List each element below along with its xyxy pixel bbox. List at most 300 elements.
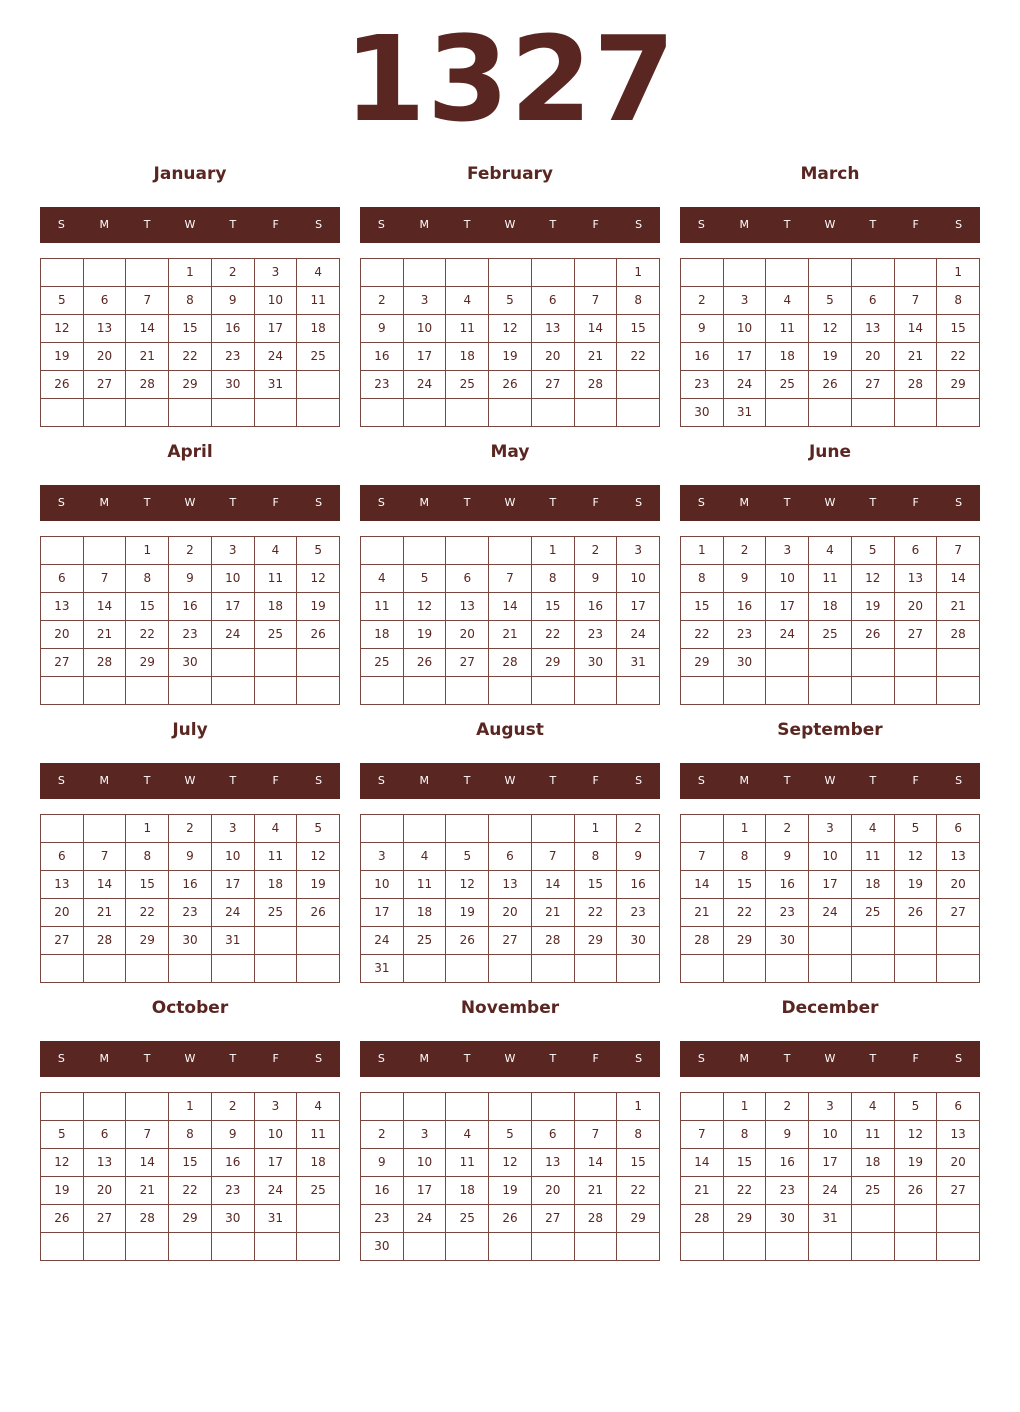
day-cell: 6 xyxy=(895,537,938,565)
empty-day-cell xyxy=(446,955,489,983)
empty-day-cell xyxy=(532,815,575,843)
empty-day-cell xyxy=(766,955,809,983)
day-grid xyxy=(680,536,980,705)
day-cell: 27 xyxy=(84,371,127,399)
day-cell: 6 xyxy=(532,287,575,315)
weekday-label: F xyxy=(272,218,279,231)
empty-day-cell xyxy=(361,677,404,705)
empty-day-cell xyxy=(724,677,767,705)
empty-day-cell xyxy=(297,677,340,705)
empty-day-cell xyxy=(937,1233,980,1261)
day-cell: 5 xyxy=(404,565,447,593)
weekday-label: T xyxy=(783,496,791,509)
day-cell: 19 xyxy=(489,343,532,371)
day-cell: 25 xyxy=(852,1177,895,1205)
empty-day-cell xyxy=(41,677,84,705)
empty-day-cell xyxy=(937,649,980,677)
day-cell: 28 xyxy=(84,927,127,955)
day-cell: 3 xyxy=(212,537,255,565)
day-cell: 14 xyxy=(126,315,169,343)
empty-day-cell xyxy=(446,1233,489,1261)
day-cell: 21 xyxy=(126,1177,169,1205)
day-grid xyxy=(360,536,660,705)
weekday-label: M xyxy=(419,774,430,787)
weekday-label: W xyxy=(504,1052,516,1065)
empty-day-cell xyxy=(575,1233,618,1261)
empty-day-cell xyxy=(255,399,298,427)
day-cell: 4 xyxy=(446,287,489,315)
empty-day-cell xyxy=(617,399,660,427)
weekday-header xyxy=(40,207,340,243)
day-cell: 13 xyxy=(41,593,84,621)
empty-day-cell xyxy=(169,399,212,427)
weekday-header xyxy=(680,763,980,799)
weekday-label: T xyxy=(229,218,237,231)
day-cell: 24 xyxy=(361,927,404,955)
day-cell: 27 xyxy=(489,927,532,955)
empty-day-cell xyxy=(404,1093,447,1121)
day-cell: 11 xyxy=(766,315,809,343)
day-cell: 1 xyxy=(937,259,980,287)
empty-day-cell xyxy=(489,1233,532,1261)
day-cell: 17 xyxy=(404,343,447,371)
empty-day-cell xyxy=(255,955,298,983)
weekday-label: W xyxy=(824,774,836,787)
empty-day-cell xyxy=(446,537,489,565)
day-cell: 27 xyxy=(937,1177,980,1205)
day-cell: 14 xyxy=(575,315,618,343)
weekday-label: F xyxy=(912,774,919,787)
empty-day-cell xyxy=(766,399,809,427)
day-cell: 6 xyxy=(41,565,84,593)
empty-day-cell xyxy=(532,259,575,287)
day-cell: 20 xyxy=(852,343,895,371)
weekday-label: M xyxy=(419,1052,430,1065)
day-cell: 13 xyxy=(937,843,980,871)
empty-day-cell xyxy=(937,955,980,983)
day-cell: 13 xyxy=(41,871,84,899)
day-cell: 29 xyxy=(617,1205,660,1233)
empty-day-cell xyxy=(532,677,575,705)
day-cell: 26 xyxy=(297,899,340,927)
month-name: September xyxy=(777,720,883,740)
empty-day-cell xyxy=(212,955,255,983)
weekday-label: T xyxy=(229,774,237,787)
day-grid xyxy=(680,258,980,427)
day-cell: 19 xyxy=(404,621,447,649)
empty-day-cell xyxy=(255,927,298,955)
day-cell: 19 xyxy=(446,899,489,927)
day-cell: 8 xyxy=(169,287,212,315)
day-cell: 21 xyxy=(575,343,618,371)
day-cell: 25 xyxy=(404,927,447,955)
day-cell: 1 xyxy=(126,537,169,565)
empty-day-cell xyxy=(681,677,724,705)
empty-day-cell xyxy=(809,677,852,705)
empty-day-cell xyxy=(575,1093,618,1121)
empty-day-cell xyxy=(852,677,895,705)
month-august xyxy=(360,708,660,986)
day-cell: 16 xyxy=(361,1177,404,1205)
day-cell: 24 xyxy=(724,371,767,399)
day-cell: 31 xyxy=(255,371,298,399)
empty-day-cell xyxy=(361,815,404,843)
day-cell: 2 xyxy=(361,287,404,315)
day-cell: 4 xyxy=(361,565,404,593)
empty-day-cell xyxy=(724,259,767,287)
weekday-label: S xyxy=(955,496,963,509)
empty-day-cell xyxy=(489,399,532,427)
empty-day-cell xyxy=(575,259,618,287)
day-cell: 13 xyxy=(937,1121,980,1149)
day-cell: 7 xyxy=(681,843,724,871)
weekday-label: F xyxy=(272,774,279,787)
day-cell: 25 xyxy=(297,1177,340,1205)
empty-day-cell xyxy=(84,259,127,287)
day-cell: 7 xyxy=(937,537,980,565)
empty-day-cell xyxy=(937,927,980,955)
weekday-label: W xyxy=(504,774,516,787)
empty-day-cell xyxy=(895,927,938,955)
day-cell: 18 xyxy=(255,593,298,621)
day-cell: 15 xyxy=(724,871,767,899)
day-cell: 24 xyxy=(809,1177,852,1205)
day-cell: 12 xyxy=(809,315,852,343)
day-cell: 9 xyxy=(361,315,404,343)
weekday-label: S xyxy=(697,1052,705,1065)
day-cell: 8 xyxy=(617,1121,660,1149)
weekday-header xyxy=(680,1041,980,1077)
day-cell: 28 xyxy=(489,649,532,677)
weekday-label: T xyxy=(463,774,471,787)
empty-day-cell xyxy=(84,1093,127,1121)
empty-day-cell xyxy=(297,1205,340,1233)
empty-day-cell xyxy=(617,955,660,983)
day-cell: 10 xyxy=(724,315,767,343)
weekday-label: T xyxy=(143,218,151,231)
day-cell: 12 xyxy=(852,565,895,593)
day-cell: 31 xyxy=(809,1205,852,1233)
day-cell: 26 xyxy=(895,899,938,927)
day-cell: 5 xyxy=(297,537,340,565)
day-cell: 28 xyxy=(84,649,127,677)
day-cell: 14 xyxy=(681,871,724,899)
day-cell: 14 xyxy=(575,1149,618,1177)
day-cell: 11 xyxy=(852,843,895,871)
day-cell: 15 xyxy=(937,315,980,343)
month-name: July xyxy=(172,720,208,740)
day-cell: 5 xyxy=(41,1121,84,1149)
day-cell: 13 xyxy=(489,871,532,899)
empty-day-cell xyxy=(489,677,532,705)
day-cell: 7 xyxy=(681,1121,724,1149)
day-cell: 10 xyxy=(617,565,660,593)
day-cell: 12 xyxy=(895,1121,938,1149)
weekday-label: M xyxy=(99,774,110,787)
weekday-header xyxy=(360,1041,660,1077)
day-cell: 27 xyxy=(852,371,895,399)
day-cell: 26 xyxy=(852,621,895,649)
empty-day-cell xyxy=(575,955,618,983)
month-april xyxy=(40,430,340,708)
day-cell: 26 xyxy=(446,927,489,955)
weekday-label: S xyxy=(697,218,705,231)
day-cell: 20 xyxy=(446,621,489,649)
day-grid xyxy=(40,814,340,983)
weekday-label: T xyxy=(229,496,237,509)
weekday-label: S xyxy=(635,496,643,509)
day-cell: 15 xyxy=(169,315,212,343)
day-cell: 27 xyxy=(532,371,575,399)
empty-day-cell xyxy=(361,399,404,427)
day-cell: 3 xyxy=(404,287,447,315)
day-cell: 30 xyxy=(361,1233,404,1261)
day-cell: 26 xyxy=(41,371,84,399)
day-cell: 23 xyxy=(617,899,660,927)
empty-day-cell xyxy=(724,1233,767,1261)
day-cell: 18 xyxy=(255,871,298,899)
day-cell: 17 xyxy=(724,343,767,371)
weekday-label: F xyxy=(912,1052,919,1065)
day-cell: 9 xyxy=(212,287,255,315)
day-cell: 11 xyxy=(255,565,298,593)
weekday-label: F xyxy=(912,218,919,231)
weekday-header xyxy=(360,207,660,243)
day-cell: 12 xyxy=(297,565,340,593)
day-cell: 21 xyxy=(84,899,127,927)
day-cell: 5 xyxy=(489,287,532,315)
weekday-label: F xyxy=(592,496,599,509)
weekday-label: T xyxy=(143,496,151,509)
day-cell: 2 xyxy=(169,537,212,565)
day-cell: 11 xyxy=(361,593,404,621)
day-cell: 22 xyxy=(575,899,618,927)
day-cell: 5 xyxy=(895,1093,938,1121)
empty-day-cell xyxy=(41,955,84,983)
weekday-label: M xyxy=(739,218,750,231)
day-cell: 3 xyxy=(404,1121,447,1149)
empty-day-cell xyxy=(297,371,340,399)
day-cell: 7 xyxy=(489,565,532,593)
day-cell: 10 xyxy=(212,565,255,593)
weekday-label: T xyxy=(463,218,471,231)
day-cell: 13 xyxy=(852,315,895,343)
empty-day-cell xyxy=(446,259,489,287)
day-cell: 30 xyxy=(617,927,660,955)
day-cell: 13 xyxy=(532,315,575,343)
day-cell: 22 xyxy=(617,1177,660,1205)
day-cell: 30 xyxy=(766,1205,809,1233)
day-cell: 22 xyxy=(724,1177,767,1205)
empty-day-cell xyxy=(126,677,169,705)
day-cell: 6 xyxy=(446,565,489,593)
day-cell: 15 xyxy=(575,871,618,899)
weekday-header xyxy=(360,763,660,799)
day-cell: 22 xyxy=(126,899,169,927)
months-grid xyxy=(40,152,980,1264)
day-cell: 23 xyxy=(575,621,618,649)
empty-day-cell xyxy=(126,1233,169,1261)
day-cell: 2 xyxy=(766,1093,809,1121)
day-cell: 8 xyxy=(937,287,980,315)
day-cell: 23 xyxy=(361,1205,404,1233)
day-cell: 9 xyxy=(575,565,618,593)
day-cell: 26 xyxy=(404,649,447,677)
day-cell: 8 xyxy=(126,843,169,871)
day-cell: 10 xyxy=(361,871,404,899)
day-cell: 14 xyxy=(532,871,575,899)
weekday-label: S xyxy=(315,218,323,231)
day-cell: 3 xyxy=(255,1093,298,1121)
day-cell: 5 xyxy=(41,287,84,315)
day-cell: 19 xyxy=(41,1177,84,1205)
day-cell: 13 xyxy=(84,1149,127,1177)
day-cell: 4 xyxy=(809,537,852,565)
day-cell: 16 xyxy=(724,593,767,621)
weekday-label: W xyxy=(824,218,836,231)
empty-day-cell xyxy=(169,955,212,983)
day-cell: 16 xyxy=(766,871,809,899)
empty-day-cell xyxy=(212,1233,255,1261)
empty-day-cell xyxy=(575,677,618,705)
day-cell: 7 xyxy=(126,1121,169,1149)
day-cell: 28 xyxy=(575,1205,618,1233)
day-cell: 4 xyxy=(852,815,895,843)
weekday-label: S xyxy=(955,1052,963,1065)
weekday-label: M xyxy=(419,496,430,509)
day-cell: 1 xyxy=(126,815,169,843)
day-cell: 17 xyxy=(255,1149,298,1177)
weekday-label: W xyxy=(184,218,196,231)
day-cell: 10 xyxy=(255,1121,298,1149)
day-cell: 28 xyxy=(126,1205,169,1233)
day-grid xyxy=(40,536,340,705)
day-cell: 12 xyxy=(404,593,447,621)
empty-day-cell xyxy=(297,399,340,427)
day-cell: 26 xyxy=(489,1205,532,1233)
day-cell: 4 xyxy=(852,1093,895,1121)
day-cell: 18 xyxy=(766,343,809,371)
empty-day-cell xyxy=(617,677,660,705)
day-cell: 11 xyxy=(809,565,852,593)
empty-day-cell xyxy=(532,399,575,427)
day-cell: 20 xyxy=(532,1177,575,1205)
day-cell: 25 xyxy=(361,649,404,677)
day-cell: 6 xyxy=(937,815,980,843)
day-cell: 9 xyxy=(212,1121,255,1149)
month-november xyxy=(360,986,660,1264)
day-cell: 8 xyxy=(575,843,618,871)
empty-day-cell xyxy=(681,259,724,287)
day-grid xyxy=(40,258,340,427)
day-cell: 8 xyxy=(724,843,767,871)
day-cell: 28 xyxy=(575,371,618,399)
weekday-label: T xyxy=(229,1052,237,1065)
day-cell: 6 xyxy=(84,1121,127,1149)
weekday-label: S xyxy=(955,218,963,231)
weekday-label: T xyxy=(549,218,557,231)
day-cell: 28 xyxy=(126,371,169,399)
empty-day-cell xyxy=(361,259,404,287)
empty-day-cell xyxy=(41,1093,84,1121)
day-cell: 15 xyxy=(532,593,575,621)
day-cell: 3 xyxy=(809,815,852,843)
day-grid xyxy=(360,258,660,427)
empty-day-cell xyxy=(41,1233,84,1261)
day-cell: 1 xyxy=(617,259,660,287)
empty-day-cell xyxy=(937,1205,980,1233)
day-cell: 28 xyxy=(532,927,575,955)
weekday-label: T xyxy=(869,1052,877,1065)
day-cell: 16 xyxy=(361,343,404,371)
empty-day-cell xyxy=(852,1205,895,1233)
empty-day-cell xyxy=(895,399,938,427)
weekday-label: W xyxy=(184,496,196,509)
day-cell: 30 xyxy=(724,649,767,677)
day-cell: 10 xyxy=(809,843,852,871)
day-cell: 17 xyxy=(212,871,255,899)
day-grid xyxy=(680,814,980,983)
day-cell: 6 xyxy=(937,1093,980,1121)
weekday-label: M xyxy=(419,218,430,231)
weekday-label: S xyxy=(315,774,323,787)
day-cell: 29 xyxy=(937,371,980,399)
day-cell: 19 xyxy=(297,871,340,899)
month-name: January xyxy=(153,164,227,184)
day-cell: 25 xyxy=(297,343,340,371)
day-grid xyxy=(360,814,660,983)
day-cell: 21 xyxy=(126,343,169,371)
empty-day-cell xyxy=(766,259,809,287)
day-cell: 24 xyxy=(766,621,809,649)
day-cell: 10 xyxy=(255,287,298,315)
day-cell: 18 xyxy=(297,1149,340,1177)
day-cell: 28 xyxy=(681,1205,724,1233)
weekday-header xyxy=(360,485,660,521)
day-cell: 23 xyxy=(361,371,404,399)
empty-day-cell xyxy=(489,537,532,565)
day-cell: 31 xyxy=(724,399,767,427)
weekday-label: T xyxy=(869,218,877,231)
day-cell: 18 xyxy=(404,899,447,927)
day-cell: 26 xyxy=(489,371,532,399)
empty-day-cell xyxy=(84,1233,127,1261)
day-cell: 3 xyxy=(766,537,809,565)
empty-day-cell xyxy=(126,399,169,427)
day-cell: 15 xyxy=(126,593,169,621)
day-cell: 11 xyxy=(404,871,447,899)
empty-day-cell xyxy=(169,1233,212,1261)
day-cell: 12 xyxy=(446,871,489,899)
month-name: February xyxy=(466,164,554,184)
day-cell: 4 xyxy=(255,537,298,565)
day-cell: 31 xyxy=(361,955,404,983)
day-cell: 25 xyxy=(446,371,489,399)
day-cell: 27 xyxy=(937,899,980,927)
weekday-label: F xyxy=(592,774,599,787)
weekday-label: S xyxy=(377,218,385,231)
empty-day-cell xyxy=(126,955,169,983)
day-cell: 23 xyxy=(212,1177,255,1205)
day-cell: 19 xyxy=(297,593,340,621)
day-cell: 20 xyxy=(84,1177,127,1205)
empty-day-cell xyxy=(852,399,895,427)
day-cell: 7 xyxy=(84,565,127,593)
weekday-label: M xyxy=(99,496,110,509)
empty-day-cell xyxy=(809,955,852,983)
day-cell: 22 xyxy=(532,621,575,649)
day-cell: 24 xyxy=(212,899,255,927)
